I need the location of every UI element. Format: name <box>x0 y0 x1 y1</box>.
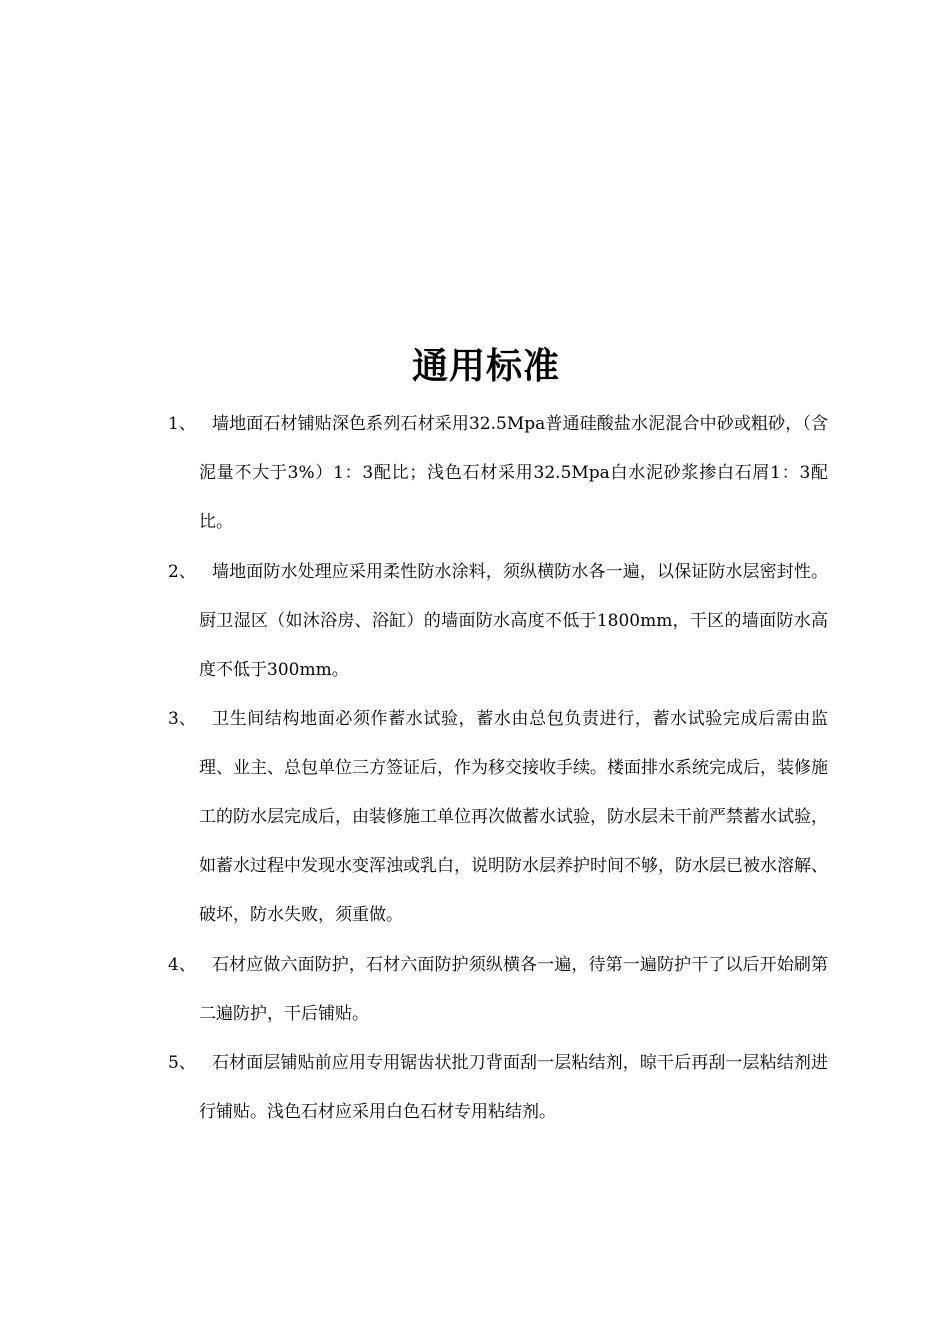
item-number: 2、 <box>168 561 196 582</box>
list-item <box>168 548 828 695</box>
item-text: 石材应做六面防护，石材六面防护须纵横各一遍，待第一遍防护干了以后开始刷第二遍防护，干后铺贴。 <box>199 954 828 1024</box>
list-item <box>168 941 828 1039</box>
item-text: 墙地面防水处理应采用柔性防水涂料，须纵横防水各一遍，以保证防水层密封性。厨卫湿区（如沐浴房、浴缸）的墙面防水高度不低于1800mm，干区的墙面防水高度不低于300mm。 <box>199 561 828 680</box>
standards-list <box>168 400 828 1138</box>
item-text: 石材面层铺贴前应用专用锯齿状批刀背面刮一层粘结剂，晾干后再刮一层粘结剂进行铺贴。浅色石材应采用白色石材专用粘结剂。 <box>199 1053 828 1122</box>
list-item <box>168 400 828 547</box>
list-item <box>168 695 828 940</box>
page-title: 通用标准 <box>411 346 560 387</box>
item-text: 墙地面石材铺贴深色系列石材采用32.5Mpa普通硅酸盐水泥混合中砂或粗砂，（含泥量不大于3%）1：3配比；浅色石材采用32.5Mpa白水泥砂浆掺白石屑1：3配比。 <box>199 414 828 532</box>
item-number: 4、 <box>168 954 196 975</box>
item-number: 5、 <box>168 1053 196 1073</box>
list-item <box>168 1039 828 1137</box>
item-text: 卫生间结构地面必须作蓄水试验，蓄水由总包负责进行，蓄水试验完成后需由监理、业主、总包单位三方签证后，作为移交接收手续。楼面排水系统完成后，装修施工的防水层完成后，由装修施工单位再次做蓄水试验，防水层未干前严禁蓄水试验，如蓄水过程中发现水变浑浊或乳白，说明防水层养护时间不够，防水层已被水溶解、破坏，防水失败，须重做。 <box>199 709 828 925</box>
item-number: 1、 <box>168 414 196 434</box>
item-number: 3、 <box>168 709 196 729</box>
